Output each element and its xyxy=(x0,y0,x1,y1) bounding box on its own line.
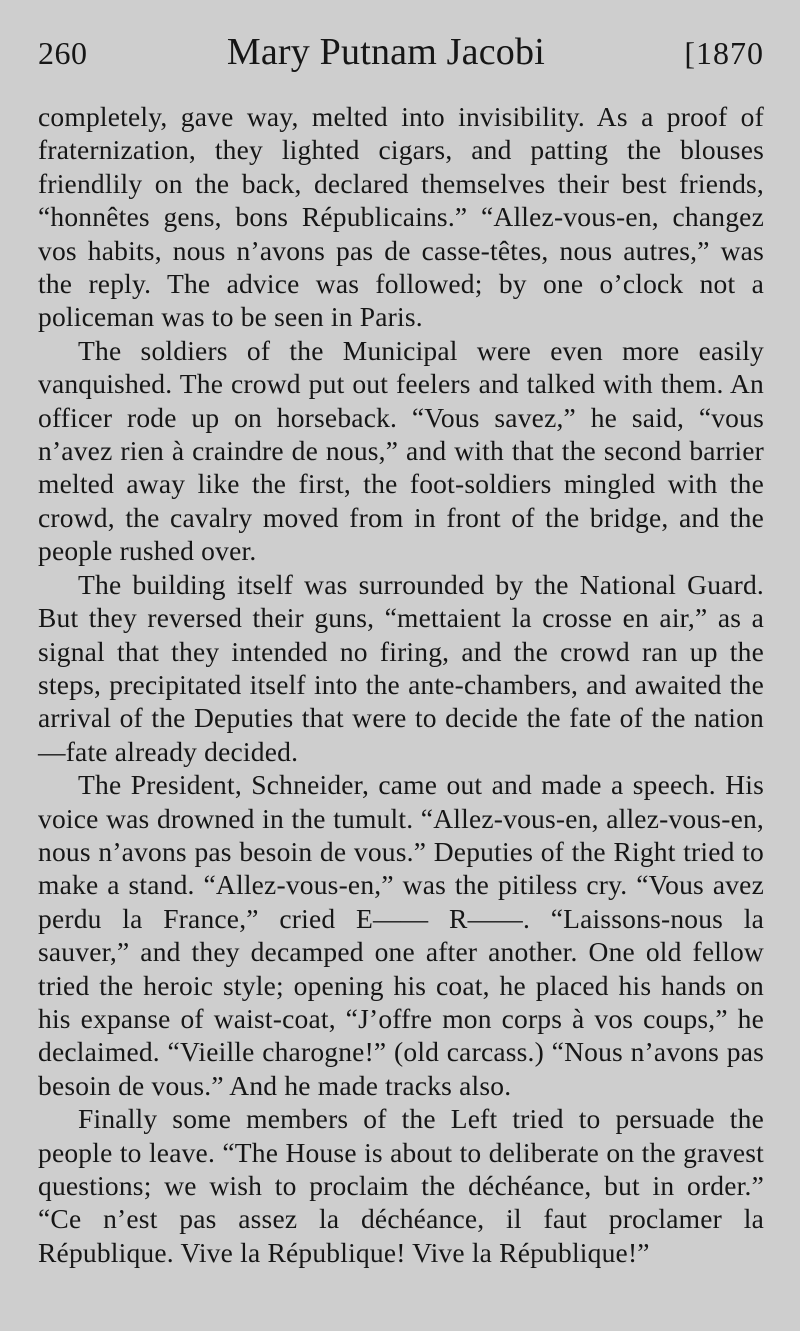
paragraph-continued: completely, gave way, melted into invisibility. As a proof of fraternization, they lighted cigars, and patting the blouses friendlily on the back, declared themselves their best friends, “honnêtes gens, bons Républicains.” “Allez-vous-en, changez vos habits, nous n’avons pas de casse-têtes, nous autres,” was the reply. The advice was followed; by one o’clock not a policeman was to be seen in Paris. xyxy=(38,101,764,333)
running-header xyxy=(38,30,764,100)
paragraph: Finally some members of the Left tried to persuade the people to leave. “The House is about to deliberate on the gravest questions; we wish to proclaim the déchéance, but in order.” “Ce n’est pas assez la déchéance, il faut proclamer la République. Vive la République! Vive la République!” xyxy=(38,1103,764,1268)
running-head-year: [1870 xyxy=(684,35,764,71)
paragraph: The soldiers of the Municipal were even more easily vanquished. The crowd put out feelers and talked with them. An officer rode up on horseback. “Vous savez,” he said, “vous n’avez rien à craindre de nous,” and with that the second barrier melted away like the first, the foot-soldiers mingled with the crowd, the cavalry moved from in front of the bridge, and the people rushed over. xyxy=(38,334,764,567)
paragraph: The building itself was surrounded by the National Guard. But they reversed their guns, “mettaient la crosse en air,” as a signal that they intended no firing, and the crowd ran up the steps, precipitated itself into the ante-chambers, and awaited the arrival of the Deputies that were to decide the fate of the nation—fate already decided. xyxy=(38,568,764,767)
body-text xyxy=(38,100,764,1269)
paragraph: The President, Schneider, came out and made a speech. His voice was drowned in the tumult. “Allez-vous-en, allez-vous-en, nous n’avons pas besoin de vous.” Deputies of the Right tried to make a stand. “Allez-vous-en,” was the pitiless cry. “Vous avez perdu la France,” cried E—— R——. “Laissons-nous la sauver,” and they decamped one after another. One old fellow tried the heroic style; opening his coat, he placed his hands on his expanse of waist-coat, “J’offre mon corps à vos coups,” he declaimed. “Vieille charogne!” (old carcass.) “Nous n’avons pas besoin de vous.” And he made tracks also. xyxy=(38,769,764,1101)
page-number: 260 xyxy=(38,35,88,71)
running-head-title: Mary Putnam Jacobi xyxy=(226,31,545,73)
